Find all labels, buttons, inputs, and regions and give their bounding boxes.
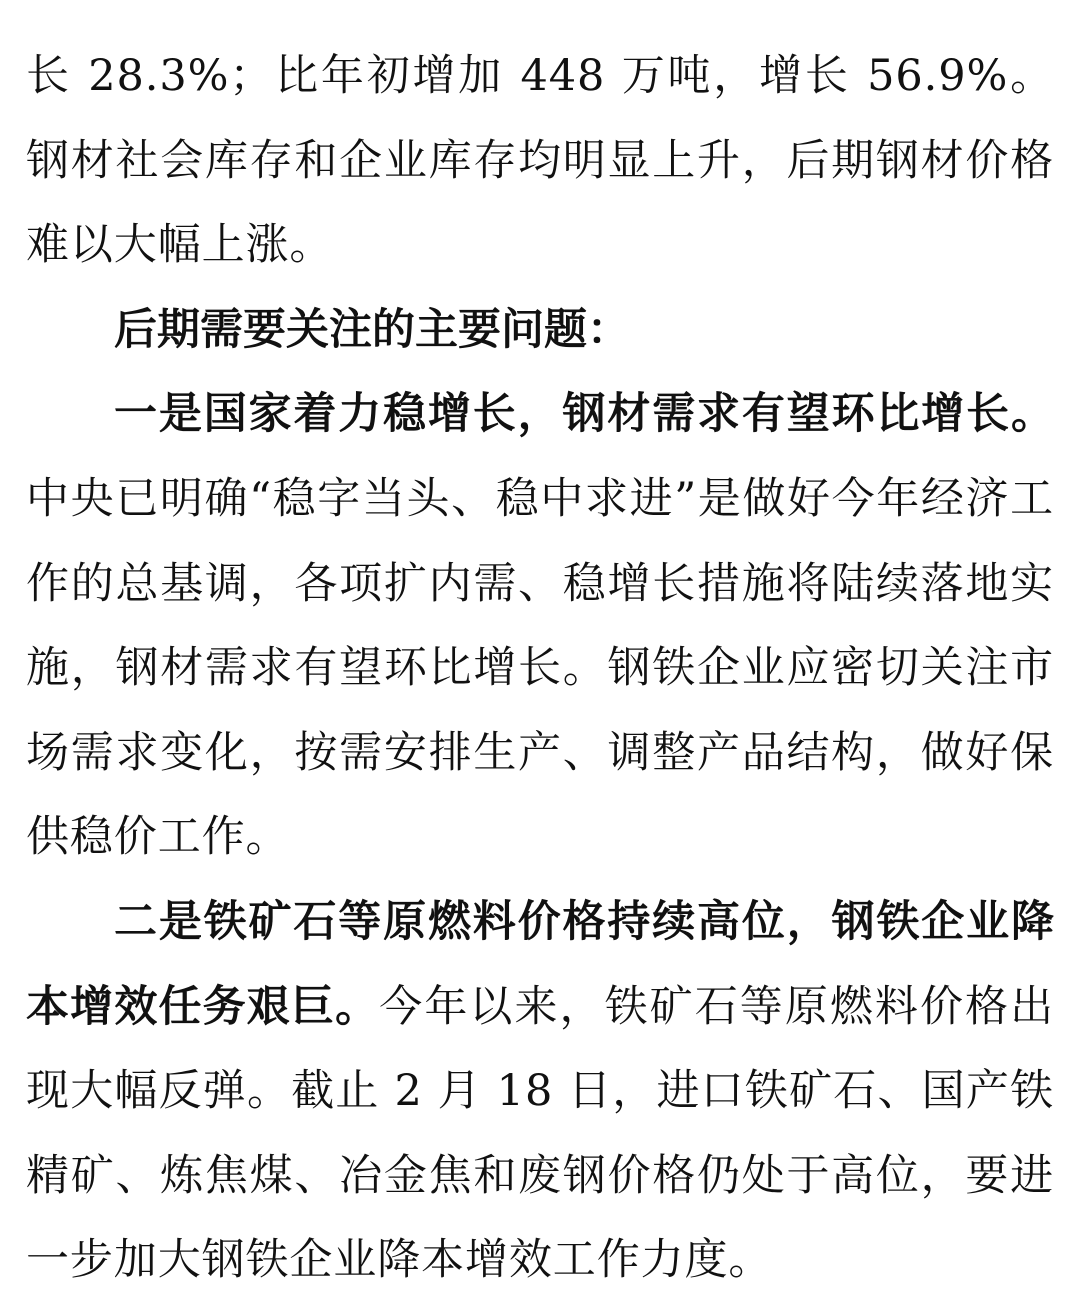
- paragraph-point-two: [26, 880, 1054, 1303]
- section-heading: [26, 288, 1054, 373]
- paragraph-inventory-text: 长 28.3%；比年初增加 448 万吨，增长 56.9%。钢材社会库存和企业库存均明显上升，后期钢材价格难以大幅上涨。: [26, 51, 1054, 271]
- point-one-body: 中央已明确“稳字当头、稳中求进”是做好今年经济工作的总基调，各项扩内需、稳增长措施将陆续落地实施，钢材需求有望环比增长。钢铁企业应密切关注市场需求变化，按需安排生产、调整产品结构，做好保供稳价工作。: [26, 473, 1054, 863]
- paragraph-point-one: [26, 372, 1054, 880]
- point-one-lead: 一是国家着力稳增长，钢材需求有望环比增长。: [114, 389, 1054, 440]
- paragraph-inventory: [26, 34, 1054, 288]
- point-two-body: 今年以来，铁矿石等原燃料价格出现大幅反弹。截止 2 月 18 日，进口铁矿石、国产铁精矿、炼焦煤、冶金焦和废钢价格仍处于高位，要进一步加大钢铁企业降本增效工作力度。: [26, 981, 1055, 1286]
- point-two-lead: 二是铁矿石等原燃料价格持续高位，钢铁企业降本增效任务艰巨。: [26, 896, 1054, 1032]
- section-heading-text: 后期需要关注的主要问题：: [114, 304, 630, 355]
